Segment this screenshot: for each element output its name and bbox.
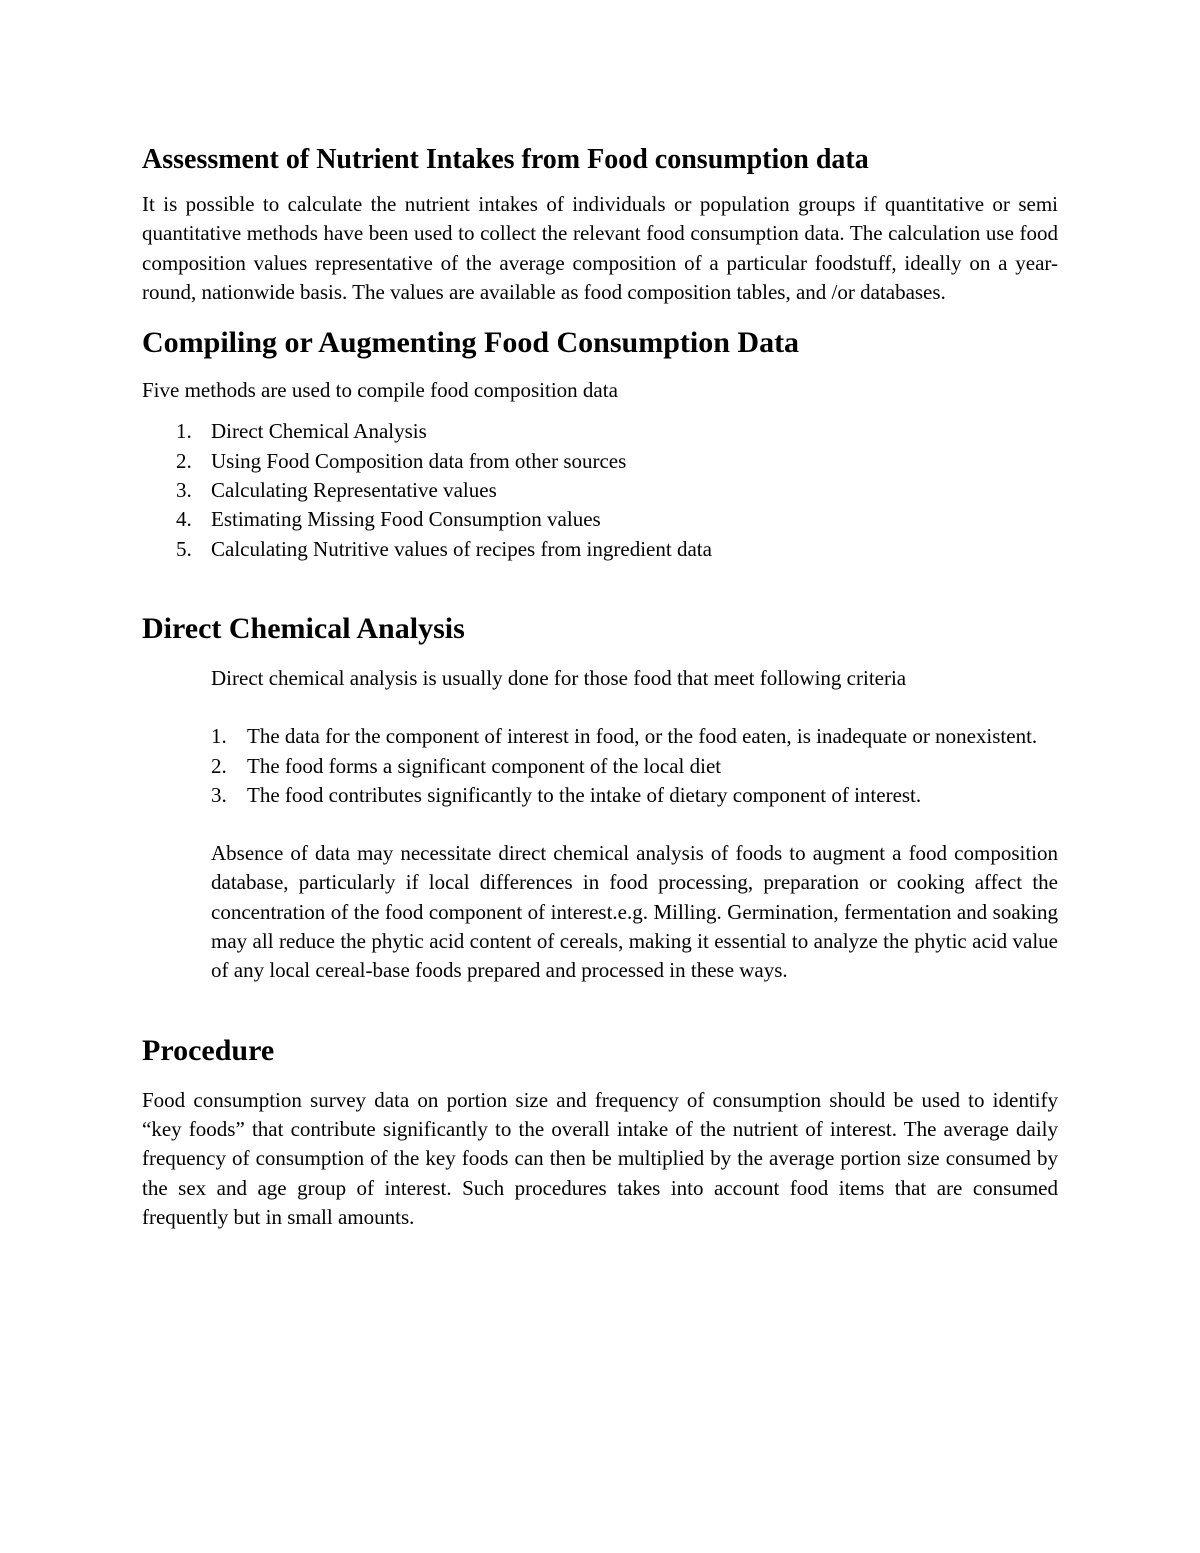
list-number: 2. [211, 753, 227, 778]
heading-assessment: Assessment of Nutrient Intakes from Food consumption data [142, 144, 869, 175]
list-item [211, 781, 1058, 810]
list-number: 1. [176, 419, 192, 444]
list-text: The data for the component of interest in food, or the food eaten, is inadequate or nonexistent. [247, 724, 1038, 749]
list-text: The food contributes significantly to the intake of dietary component of interest. [247, 782, 922, 807]
paragraph-assessment: It is possible to calculate the nutrient intakes of individuals or population groups if quantitative or semi quantitative methods have been used to collect the relevant food consumption data. The calculation use food composition values representative of the average composition of a particular foodstuff, ideally on a year-round, nationwide basis. The values are available as food composition tables, and /or databases. [142, 192, 1058, 304]
list-text: Calculating Nutritive values of recipes from ingredient data [211, 536, 712, 561]
list-item [142, 505, 1058, 534]
list-item [142, 476, 1058, 505]
list-item [211, 752, 1058, 781]
list-item [211, 722, 1058, 751]
paragraph-direct-absence: Absence of data may necessitate direct chemical analysis of foods to augment a food composition database, particularly if local differences in food processing, preparation or cooking affect the concentration of the food component of interest.e.g. Milling. Germination, fermentation and soaking may all reduce the phytic acid content of cereals, making it essential to analyze the phytic acid value of any local cereal-base foods prepared and processed in these ways. [211, 841, 1058, 983]
heading-compiling: Compiling or Augmenting Food Consumption Data [142, 326, 800, 360]
criteria-list [211, 722, 1058, 810]
methods-list [142, 417, 1058, 563]
heading-direct-analysis: Direct Chemical Analysis [142, 611, 465, 645]
list-text: Calculating Representative values [211, 478, 497, 503]
list-number: 2. [176, 448, 192, 473]
list-number: 5. [176, 536, 192, 561]
list-text: Estimating Missing Food Consumption values [211, 507, 601, 532]
list-text: Direct Chemical Analysis [211, 419, 427, 444]
list-number: 4. [176, 507, 192, 532]
list-item [142, 535, 1058, 564]
list-item [142, 417, 1058, 446]
list-text: The food forms a significant component of the local diet [247, 753, 722, 778]
list-number: 1. [211, 724, 227, 749]
paragraph-direct-intro: Direct chemical analysis is usually done for those food that meet following criteria [211, 665, 907, 690]
document-content [142, 140, 1058, 1232]
list-text: Using Food Composition data from other sources [211, 448, 627, 473]
list-number: 3. [176, 478, 192, 503]
paragraph-procedure: Food consumption survey data on portion size and frequency of consumption should be used to identify “key foods” that contribute significantly to the overall intake of the nutrient of interest. The average daily frequency of consumption of the key foods can then be multiplied by the average portion size consumed by the sex and age group of interest. Such procedures takes into account food items that are consumed frequently but in small amounts. [142, 1087, 1058, 1229]
heading-procedure: Procedure [142, 1033, 275, 1067]
paragraph-compiling-intro: Five methods are used to compile food composition data [142, 378, 618, 403]
list-number: 3. [211, 782, 227, 807]
list-item [142, 447, 1058, 476]
